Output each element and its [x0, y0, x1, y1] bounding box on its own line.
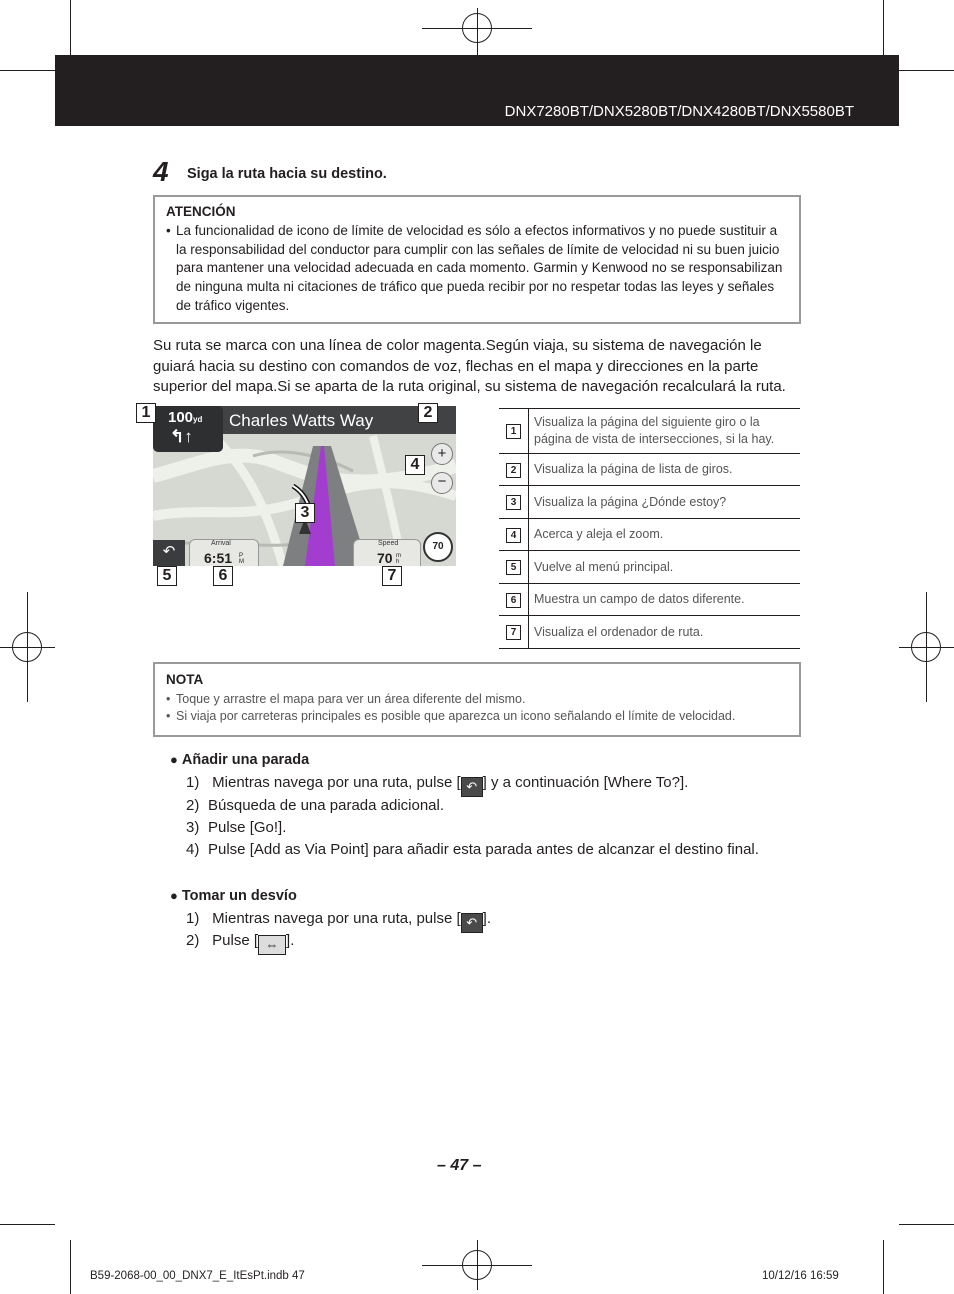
detour-arrows-icon: ⇔	[258, 935, 286, 955]
speed-limit-value: 70	[432, 541, 444, 552]
zoom-in-button[interactable]: +	[431, 443, 453, 465]
registration-mark	[462, 13, 492, 43]
speed-label: Speed	[378, 540, 399, 547]
legend-text: Visualiza la página de lista de giros.	[529, 454, 801, 486]
legend-row	[499, 409, 800, 454]
legend-row	[499, 551, 800, 584]
back-arrow-icon: ↶	[461, 913, 483, 933]
legend-text: Visualiza la página del siguiente giro o la página de vista de intersecciones, si la hay.	[529, 409, 801, 454]
speed-field[interactable]	[353, 539, 421, 566]
add-stop-step	[186, 819, 286, 836]
step-text: Pulse [Add as Via Point] para añadir esta parada antes de alcanzar el destino final.	[208, 841, 759, 858]
step-number: 4	[153, 156, 169, 187]
legend-text: Visualiza la página ¿Dónde estoy?	[529, 486, 801, 519]
step-text: Pulse [Go!].	[208, 819, 287, 836]
add-stop-step	[186, 797, 444, 814]
intro-paragraph: Su ruta se marca con una línea de color magenta.Según viaja, su sistema de navegación le guiará hacia su destino con comandos de voz, flechas en el mapa y direcciones en la parte superior del mapa.Si se aparta de la ruta original, su sistema de navegación recalculará la ruta.	[153, 337, 786, 395]
note-item: • Si viaja por carreteras principales es posible que aparezca un icono señalando el límite de velocidad.	[166, 709, 789, 723]
step-text: ].	[286, 932, 295, 949]
legend-number: 3	[506, 495, 521, 510]
detour-step	[186, 932, 294, 955]
legend-row	[499, 584, 800, 616]
caution-text: • La funcionalidad de icono de límite de velocidad es sólo a efectos informativos y no puede sustituir a la responsabilidad del conductor para cumplir con las señales de límite de velocidad ni su buen juicio para mantener una velocidad adecuada en cada momento. Garmin y Kenwood no se responsabilizan de ninguna multa ni citaciones de tráfico que pueda recibir por no respetar todas las leyes y señales de tráfico vigentes.	[166, 222, 789, 316]
detour-step	[186, 910, 491, 933]
legend-text: Visualiza el ordenador de ruta.	[529, 616, 801, 649]
callout-6: 6	[213, 566, 233, 586]
distance-value: 100	[168, 409, 194, 426]
model-title: DNX7280BT/DNX5280BT/DNX4280BT/DNX5580BT	[504, 103, 854, 120]
step-text: ].	[482, 910, 491, 927]
file-name: B59-2068-00_00_DNX7_E_ItEsPt.indb 47	[90, 1270, 305, 1282]
speed-limit-sign	[423, 532, 453, 562]
step-text: ] y a continuación [Where To?].	[482, 774, 689, 791]
add-stop-step	[186, 841, 759, 858]
callout-1: 1	[136, 403, 156, 423]
add-stop-title: Añadir una parada	[181, 752, 310, 768]
arrival-time: 6:51	[204, 550, 233, 566]
back-arrow-icon: ↶	[461, 777, 483, 797]
legend-text: Muestra un campo de datos diferente.	[529, 584, 801, 616]
distance-readout[interactable]	[168, 409, 202, 426]
step-index: 2)	[186, 797, 200, 814]
arrival-field[interactable]	[189, 539, 259, 566]
zoom-out-button[interactable]: −	[431, 472, 453, 494]
step-index: 1)	[186, 774, 200, 791]
step-text: Mientras navega por una ruta, pulse [	[212, 910, 461, 927]
street-name[interactable]: Charles Watts Way	[229, 411, 374, 430]
arrival-ampm: PM	[239, 553, 244, 565]
step-index: 1)	[186, 910, 200, 927]
crop-mark	[883, 1240, 884, 1294]
legend-text: Vuelve al menú principal.	[529, 551, 801, 584]
arrival-label: Arrival	[211, 540, 231, 547]
registration-mark	[12, 632, 42, 662]
legend-row	[499, 454, 800, 486]
distance-unit: yd	[193, 415, 203, 424]
step-index: 2)	[186, 932, 200, 949]
caution-title: ATENCIÓN	[166, 204, 236, 219]
crop-mark	[0, 70, 55, 71]
turn-arrows-icon[interactable]: ↰↑	[170, 427, 193, 446]
note-box	[153, 662, 801, 737]
legend-row	[499, 519, 800, 551]
legend-row	[499, 616, 800, 649]
crop-mark	[70, 1240, 71, 1294]
caution-box	[153, 195, 801, 324]
callout-5: 5	[157, 566, 177, 586]
crop-mark	[883, 0, 884, 55]
legend-number: 5	[506, 560, 521, 575]
registration-mark	[462, 1250, 492, 1280]
legend-number: 1	[506, 424, 521, 439]
step-text: Búsqueda de una parada adicional.	[208, 797, 445, 814]
step-index: 4)	[186, 841, 200, 858]
navigation-map[interactable]	[153, 406, 456, 566]
legend-table	[499, 408, 800, 649]
step-text: Mientras navega por una ruta, pulse [	[212, 774, 461, 791]
legend-number: 7	[506, 625, 521, 640]
step-index: 3)	[186, 819, 200, 836]
page-number: – 47 –	[437, 1157, 482, 1174]
legend-row	[499, 486, 800, 519]
step-text: Pulse [	[212, 932, 259, 949]
crop-mark	[899, 1224, 954, 1225]
detour-title: Tomar un desvío	[181, 888, 297, 904]
callout-2: 2	[418, 403, 438, 423]
legend-number: 2	[506, 463, 521, 478]
add-stop-heading	[170, 752, 309, 768]
speed-unit: mh	[396, 553, 401, 565]
note-item: • Toque y arrastre el mapa para ver un área diferente del mismo.	[166, 692, 789, 706]
speed-value: 70	[377, 550, 393, 566]
callout-7: 7	[382, 566, 402, 586]
crop-mark	[899, 70, 954, 71]
registration-mark	[911, 632, 941, 662]
legend-text: Acerca y aleja el zoom.	[529, 519, 801, 551]
print-date: 10/12/16 16:59	[762, 1270, 839, 1282]
legend-number: 4	[506, 528, 521, 543]
back-menu-button[interactable]: ↶	[153, 540, 185, 566]
legend-number: 6	[506, 593, 521, 608]
crop-mark	[0, 1224, 55, 1225]
crop-mark	[70, 0, 71, 55]
note-title: NOTA	[166, 672, 204, 687]
detour-heading	[170, 888, 297, 904]
callout-3: 3	[295, 503, 315, 523]
step-title: Siga la ruta hacia su destino.	[187, 166, 387, 182]
callout-4: 4	[405, 455, 425, 475]
add-stop-step	[186, 774, 688, 797]
